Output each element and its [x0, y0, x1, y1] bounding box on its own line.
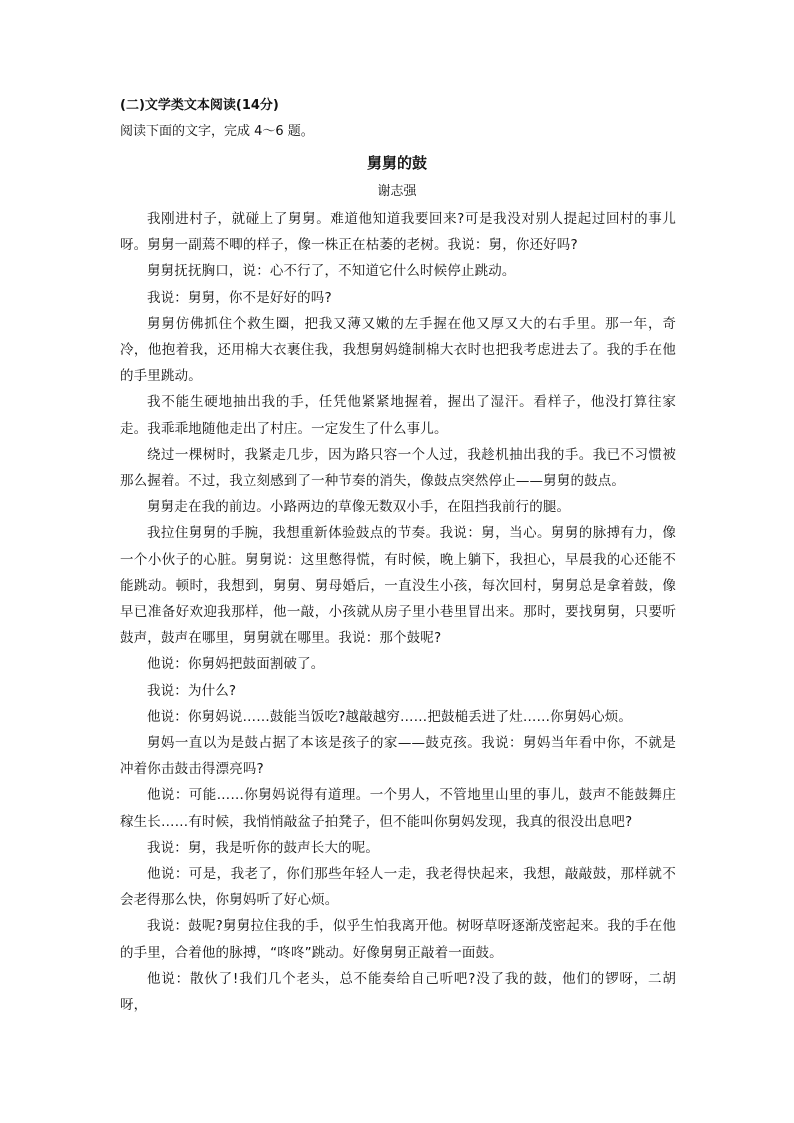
paragraph: 我不能生硬地抽出我的手，任凭他紧紧地握着，握出了湿汗。看样子，他没打算往家走。我乖乖地随他走出了村庄。一定发生了什么事儿。: [120, 394, 676, 437]
paragraph: 舅舅仿佛抓住个救生圈，把我又薄又嫩的左手握在他又厚又大的右手里。那一年，奇冷，他抱着我，还用棉大衣裹住我，我想舅妈缝制棉大衣时也把我考虑进去了。我的手在他的手里跳动。: [120, 315, 676, 385]
paragraph: 他说：散伙了!我们几个老头，总不能奏给自己听吧?没了我的鼓，他们的锣呀，二胡呀，: [120, 970, 676, 1014]
paragraph: 他说：可是，我老了，你们那些年轻人一走，我老得快起来，我想，敲敲鼓，那样就不会老得那么快，你舅妈听了好心烦。: [120, 866, 676, 909]
paragraph: 舅舅抚抚胸口，说：心不行了，不知道它什么时候停止跳动。: [147, 263, 516, 280]
paragraph: 我刚进村子，就碰上了舅舅。难道他知道我要回来?可是我没对别人提起过回村的事儿呀。舅舅一副蔫不唧的样子，像一株正在枯萎的老树。我说：舅，你还好吗?: [120, 211, 676, 254]
reading-instructions: 阅读下面的文字，完成 4～6 题。: [120, 124, 314, 139]
article-body: [120, 206, 676, 1018]
paragraph: 我拉住舅舅的手腕，我想重新体验鼓点的节奏。我说：舅，当心。舅舅的脉搏有力，像一个小伙子的心脏。舅舅说：这里憋得慌，有时候，晚上躺下，我担心，早晨我的心还能不能跳动。顿时，我想到，舅舅、舅母婚后，一直没生小孩，每次回村，舅舅总是拿着鼓，像早已准备好欢迎我那样，他一敲，小孩就从房子里小巷里冒出来。那时，要找舅舅，只要听鼓声，鼓声在哪里，舅舅就在哪里。我说：那个鼓呢?: [120, 525, 676, 647]
paragraph: 他说：可能……你舅妈说得有道理。一个男人，不管地里山里的事儿，鼓声不能鼓舞庄稼生长……有时候，我悄悄敲盆子拍凳子，但不能叫你舅妈发现，我真的很没出息吧?: [120, 787, 676, 830]
paragraph: 舅妈一直以为是鼓占据了本该是孩子的家——鼓克孩。我说：舅妈当年看中你，不就是冲着你击鼓击得漂亮吗?: [120, 735, 676, 778]
paragraph: 舅舅走在我的前边。小路两边的草像无数双小手，在阻挡我前行的腿。: [147, 499, 571, 516]
paragraph: 他说：你舅妈把鼓面割破了。: [147, 656, 325, 673]
paragraph: 我说：为什么?: [147, 682, 237, 699]
paragraph: 我说：舅舅，你不是好好的吗?: [147, 289, 332, 306]
paragraph: 他说：你舅妈说……鼓能当饭吃?越敲越穷……把鼓槌丢进了灶……你舅妈心烦。: [147, 708, 633, 725]
article-title: 舅舅的鼓: [366, 154, 427, 172]
section-heading: (二)文学类文本阅读(14分): [120, 98, 279, 113]
article-author: 谢志强: [377, 184, 417, 199]
paragraph: 绕过一棵树时，我紧走几步，因为路只容一个人过，我趁机抽出我的手。我已不习惯被那么握着。不过，我立刻感到了一种节奏的消失，像鼓点突然停止——舅舅的鼓点。: [120, 446, 676, 490]
paragraph: 我说：舅，我是听你的鼓声长大的呢。: [147, 839, 380, 856]
paragraph: 我说：鼓呢?舅舅拉住我的手，似乎生怕我离开他。树呀草呀逐渐茂密起来。我的手在他的手里，合着他的脉搏，“咚咚”跳动。好像舅舅正敲着一面鼓。: [120, 918, 676, 961]
